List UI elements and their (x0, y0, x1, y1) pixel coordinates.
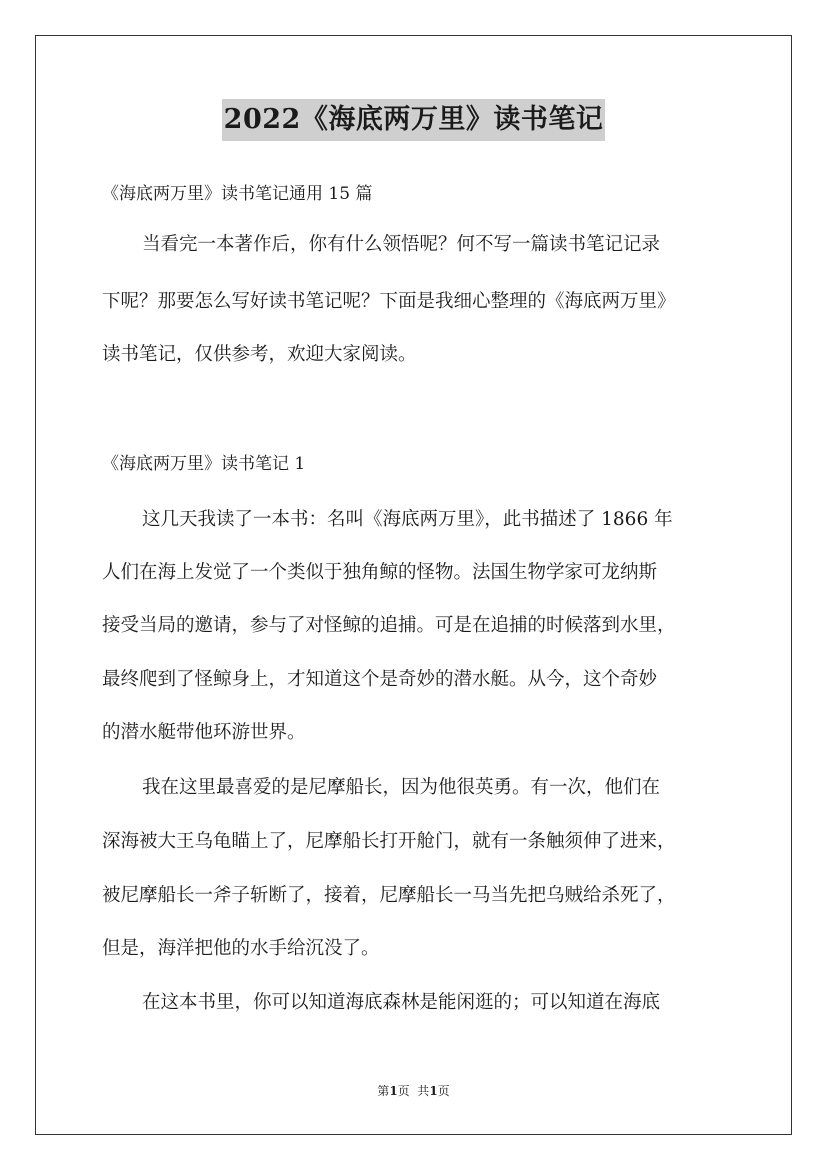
paragraph2-line-1: 我在这里最喜爱的是尼摩船长，因为他很英勇。有一次，他们在 (142, 777, 661, 798)
paragraph1-line-2: 人们在海上发觉了一个类似于独角鲸的怪物。法国生物学家可龙纳斯 (102, 562, 658, 583)
footer-page-suffix: 页 (437, 1084, 450, 1098)
paragraph1-line-4: 最终爬到了怪鲸身上，才知道这个是奇妙的潜水艇。从今，这个奇妙 (102, 669, 658, 690)
title-container (0, 99, 827, 141)
intro-line-3: 读书笔记，仅供参考，欢迎大家阅读。 (102, 344, 417, 365)
paragraph1-line-5: 的潜水艇带他环游世界。 (102, 722, 306, 743)
paragraph2-line-4: 但是，海洋把他的水手给沉没了。 (102, 938, 380, 959)
footer-page-mid: 页 共 (397, 1084, 430, 1098)
section-heading-1: 《海底两万里》读书笔记 1 (102, 454, 306, 474)
footer-page-current: 1 (389, 1084, 398, 1098)
intro-line-2: 下呢？那要怎么写好读书笔记呢？下面是我细心整理的《海底两万里》 (102, 291, 676, 312)
paragraph1-line-3: 接受当局的邀请，参与了对怪鲸的追捕。可是在追捕的时候落到水里， (102, 615, 676, 636)
paragraph2-line-3: 被尼摩船长一斧子斩断了，接着，尼摩船长一马当先把乌贼给杀死了， (102, 885, 676, 906)
footer-page-prefix: 第 (377, 1084, 390, 1098)
intro-line-1: 当看完一本著作后，你有什么领悟呢？何不写一篇读书笔记记录 (142, 234, 661, 255)
footer-page-total: 1 (429, 1084, 438, 1098)
paragraph1-line-1: 这几天我读了一本书：名叫《海底两万里》，此书描述了 1866 年 (142, 509, 673, 530)
paragraph2-line-2: 深海被大王乌龟瞄上了，尼摩船长打开舱门，就有一条触须伸了进来， (102, 831, 676, 852)
page-footer (0, 1082, 827, 1100)
document-subtitle: 《海底两万里》读书笔记通用 15 篇 (102, 184, 373, 204)
document-title: 2022《海底两万里》读书笔记 (222, 99, 606, 141)
paragraph3-line-1: 在这本书里，你可以知道海底森林是能闲逛的；可以知道在海底 (142, 992, 661, 1013)
